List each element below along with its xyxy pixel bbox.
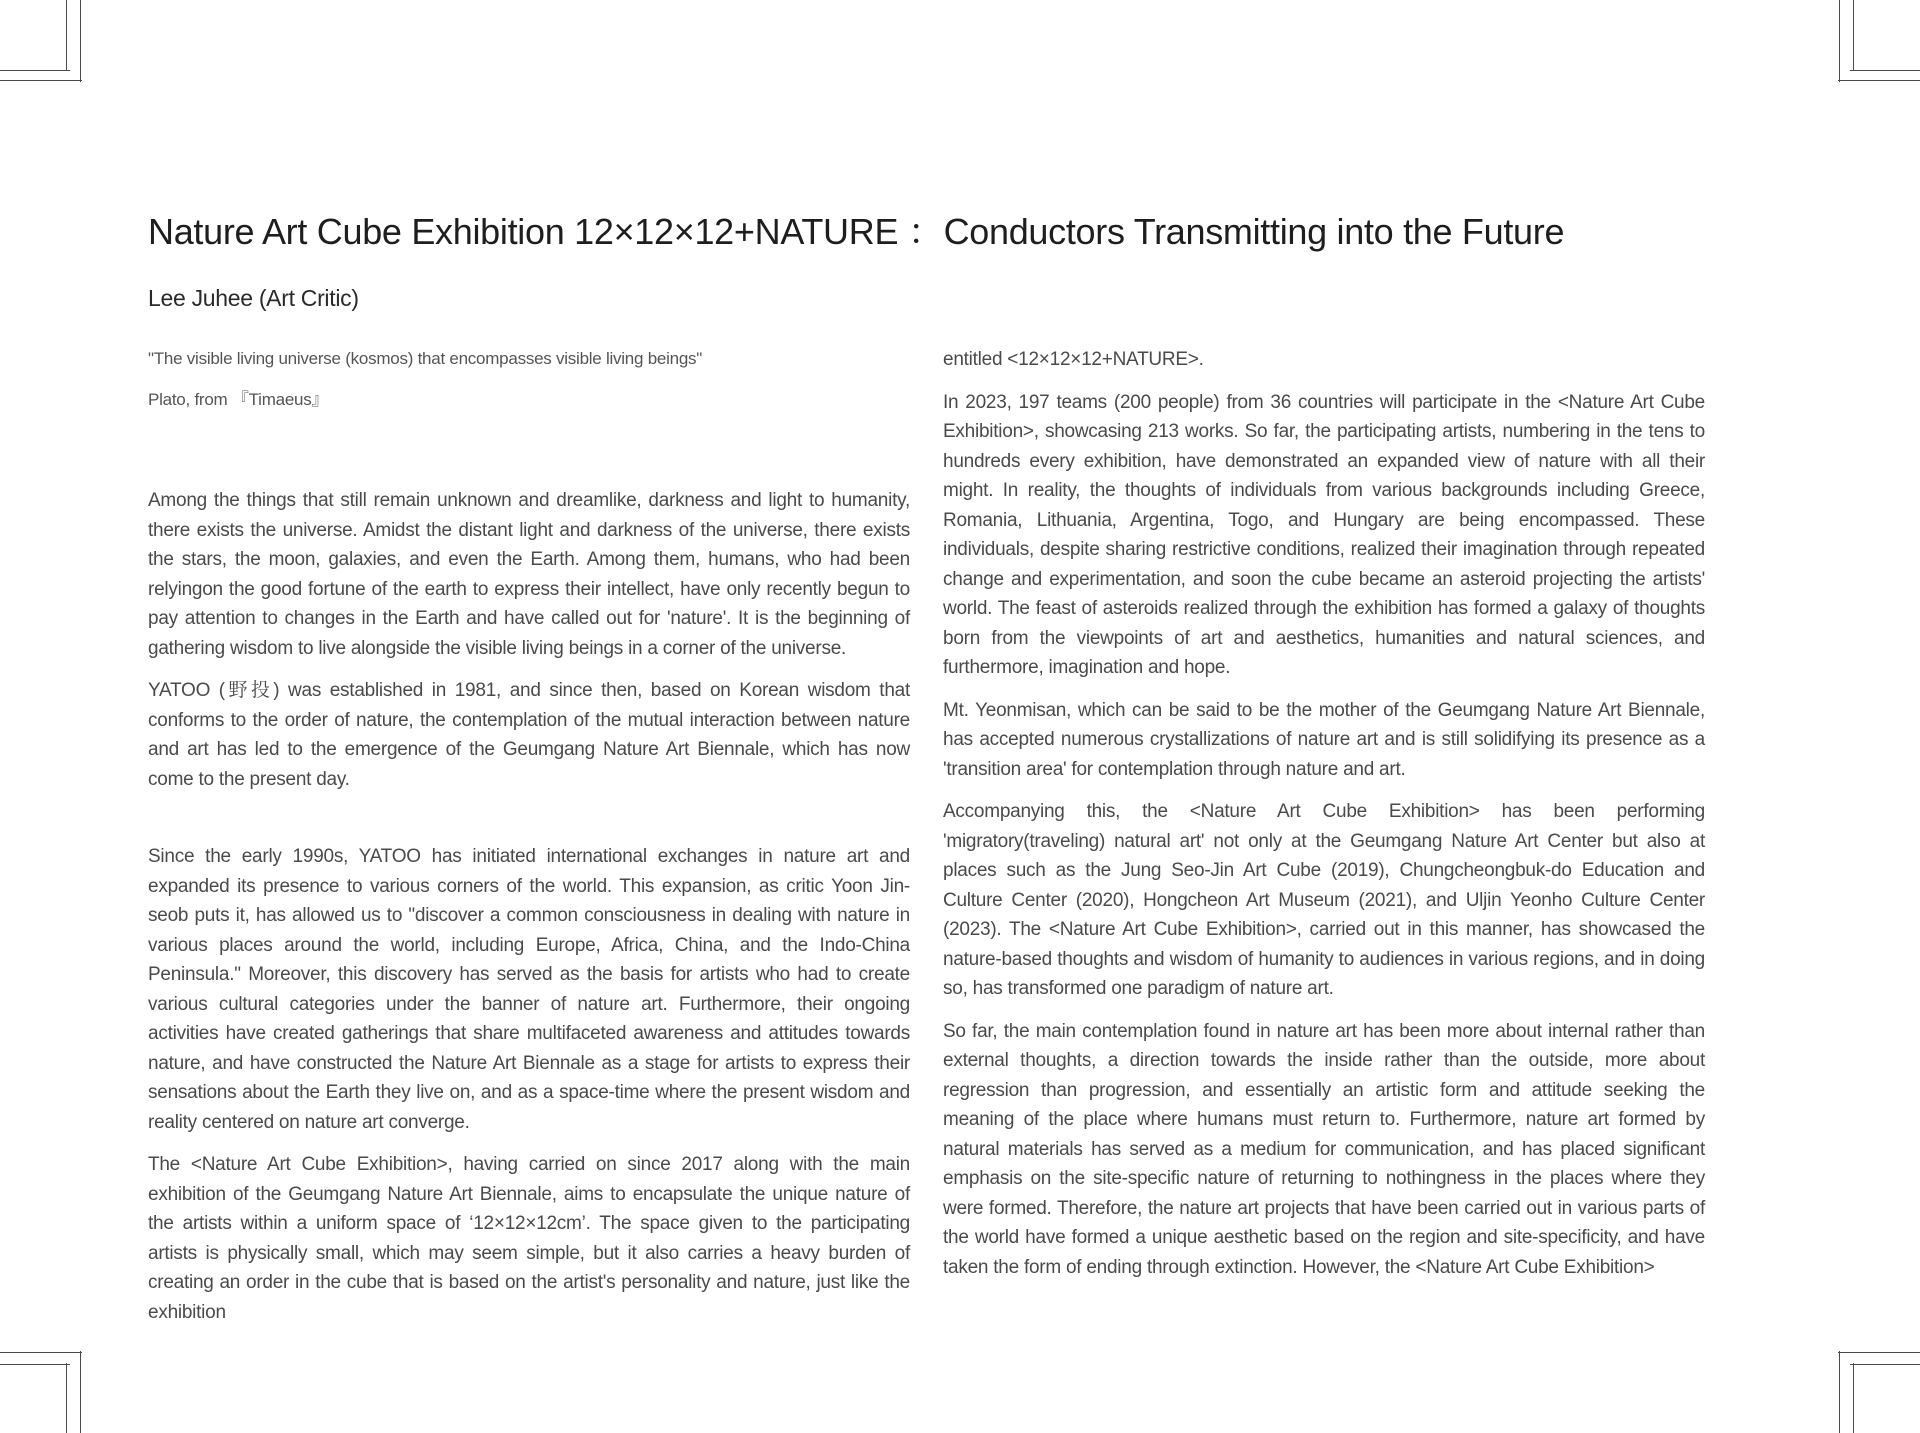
crop-mark-bottom-right-vertical [1839, 1351, 1840, 1433]
article-author: Lee Juhee (Art Critic) [148, 285, 359, 311]
epigraph-quote: "The visible living universe (kosmos) that encompasses visible living beings" [148, 349, 703, 368]
crop-mark-top-right-horizontal-inner [1850, 70, 1920, 71]
right-paragraph-3: Mt. Yeonmisan, which can be said to be the mother of the Geumgang Nature Art Biennale, has accepted numerous crystallizations of nature art and is still solidifying its presence as a 'transition area' for contemplation through nature and art. [943, 699, 1705, 780]
right-paragraph-5: So far, the main contemplation found in nature art has been more about internal rather than external thoughts, a direction towards the inside rather than the outside, more about regression than progression, and essentially an artistic form and attitude seeking the meaning of the place where humans must return to. Furthermore, nature art formed by natural materials has served as a medium for communication, and has placed significant emphasis on the site-specific nature of returning to nothingness in the places where they were formed. Therefore, the nature art projects that have been carried out in various parts of the world have formed a unique aesthetic based on the region and site-specificity, and have taken the form of ending through extinction. However, the <Nature Art Cube Exhibition> [943, 1020, 1705, 1278]
crop-mark-bottom-right-horizontal-inner [1850, 1364, 1920, 1365]
crop-mark-bottom-right-horizontal [1838, 1352, 1920, 1353]
epigraph-source: Plato, from 『Timaeus』 [148, 390, 329, 409]
crop-mark-top-left-horizontal-inner [0, 70, 70, 71]
left-paragraph-4: The <Nature Art Cube Exhibition>, having carried on since 2017 along with the main exhibition of the Geumgang Nature Art Biennale, aims to encapsulate the unique nature of the artists within a uniform space of ‘12×12×12cm’. The space given to the participating artists is physically small, which may seem simple, but it also carries a heavy burden of creating an order in the cube that is based on the artist's personality and nature, just like the exhibition [148, 1154, 910, 1323]
right-paragraph-2: In 2023, 197 teams (200 people) from 36 countries will participate in the <Nature Art Cube Exhibition>, showcasing 213 works. So far, the participating artists, numbering in the tens to hundreds every exhibition, have demonstrated an expanded view of nature with all their might. In reality, the thoughts of individuals from various backgrounds including Greece, Romania, Lithuania, Argentina, Togo, and Hungary are being encompassed. These individuals, despite sharing restrictive conditions, realized their imagination through repeated change and experimentation, and soon the cube became an asteroid projecting the artists' world. The feast of asteroids realized through the exhibition has formed a galaxy of thoughts born from the viewpoints of art and aesthetics, humanities and natural sciences, and furthermore, imagination and hope. [943, 391, 1705, 678]
article-title: Nature Art Cube Exhibition 12×12×12+NATURE ：Conductors Transmitting into the Future [148, 211, 1565, 252]
crop-mark-bottom-left-horizontal-inner [0, 1364, 70, 1365]
crop-mark-bottom-left-vertical-inner [66, 1363, 67, 1433]
crop-mark-top-right-vertical [1839, 0, 1840, 82]
left-paragraph-2: YATOO (野投) was established in 1981, and since then, based on Korean wisdom that conforms to the order of nature, the contemplation of the mutual interaction between nature and art has led to the emergence of the Geumgang Nature Art Biennale, which has now come to the present day. [148, 680, 910, 790]
left-paragraph-1: Among the things that still remain unknown and dreamlike, darkness and light to humanity, there exists the universe. Amidst the distant light and darkness of the universe, there exists the stars, the moon, galaxies, and even the Earth. Among them, humans, who had been relyingon the good fortune of the earth to express their intellect, have only recently begun to pay attention to changes in the Earth and have called out for 'nature'. It is the beginning of gathering wisdom to live alongside the visible living beings in a corner of the universe. [148, 490, 910, 659]
crop-mark-top-right-horizontal [1838, 80, 1920, 81]
crop-mark-bottom-right-vertical-inner [1853, 1363, 1854, 1433]
crop-mark-top-left-vertical [80, 0, 81, 82]
right-column [943, 345, 1705, 1295]
crop-mark-bottom-left-horizontal [0, 1352, 82, 1353]
crop-mark-bottom-left-vertical [80, 1351, 81, 1433]
right-paragraph-4: Accompanying this, the <Nature Art Cube Exhibition> has been performing 'migratory(traveling) natural art' not only at the Geumgang Nature Art Center but also at places such as the Jung Seo-Jin Art Cube (2019), Chungcheongbuk-do Education and Culture Center (2020), Hongcheon Art Museum (2021), and Uljin Yeonho Culture Center (2023). The <Nature Art Cube Exhibition>, carried out in this manner, has showcased the nature-based thoughts and wisdom of humanity to audiences in various regions, and in doing so, has transformed one paradigm of nature art. [943, 801, 1705, 999]
crop-mark-top-right-vertical-inner [1853, 0, 1854, 70]
right-paragraph-1: entitled <12×12×12+NATURE>. [943, 349, 1204, 370]
crop-mark-top-left-vertical-inner [66, 0, 67, 70]
left-paragraph-3: Since the early 1990s, YATOO has initiated international exchanges in nature art and expanded its presence to various corners of the world. This expansion, as critic Yoon Jin-seob puts it, has allowed us to "discover a common consciousness in dealing with nature in various places around the world, including Europe, Africa, China, and the Indo-China Peninsula." Moreover, this discovery has served as the basis for artists who had to create various cultural categories under the banner of nature art. Furthermore, their ongoing activities have created gatherings that share multifaceted awareness and attitudes towards nature, and have constructed the Nature Art Biennale as a stage for artists to express their sensations about the Earth they live on, and as a space-time where the present wisdom and reality centered on nature art converge. [148, 846, 910, 1133]
crop-mark-top-left-horizontal [0, 80, 82, 81]
left-column [148, 345, 910, 1340]
